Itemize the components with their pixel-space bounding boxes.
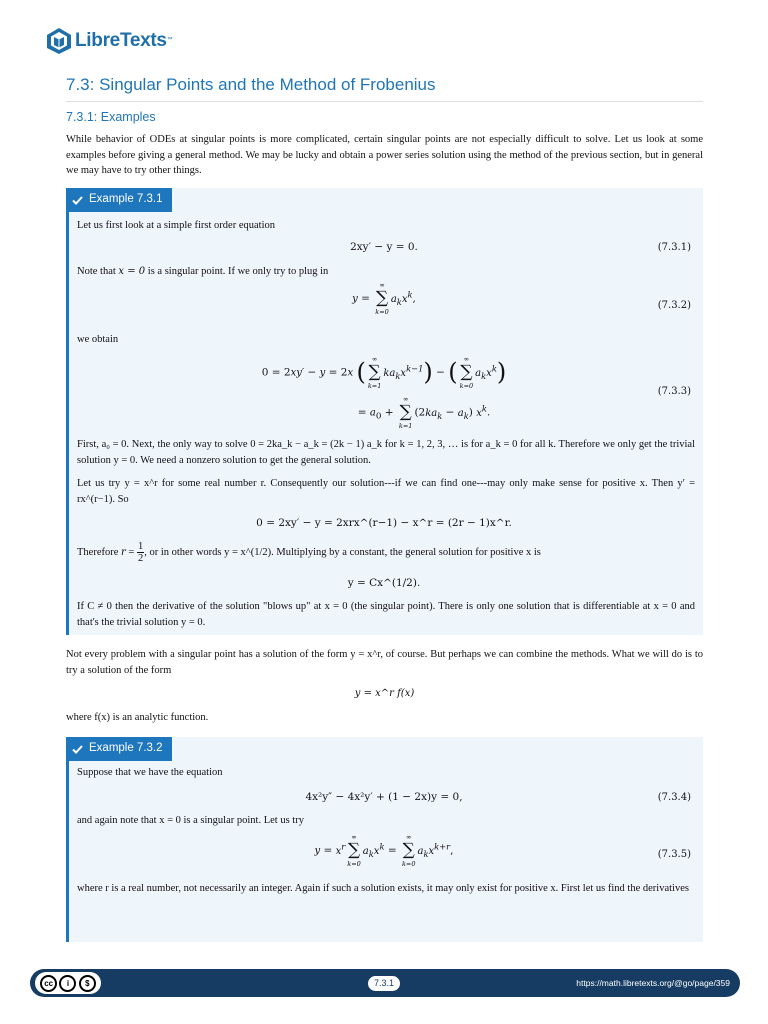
libretexts-logo-icon (46, 27, 72, 55)
example-box-2 (66, 737, 703, 942)
example-1-text-1: Let us first look at a simple first order equation (77, 220, 275, 231)
bridge-paragraph: Not every problem with a singular point has a solution of the form y = x^r, of course. But perhaps we can combine the methods. What we will do is to try a solution of the form (66, 649, 703, 676)
equation-number: (7.3.1) (657, 242, 691, 253)
equation-7-3-3-line-2: = $a_0$ + ∞ ∑ $k=1(2ka_k - a_k)$ $x^k$. (357, 395, 491, 430)
equation-number: (7.3.5) (657, 849, 691, 860)
example-2-tab (66, 737, 172, 761)
equation-general-solution: y = Cx^(1/2). (347, 577, 421, 589)
example-1-label: Example 7.3.1 (89, 193, 163, 206)
intro-paragraph: While behavior of ODEs at singular points is more complicated, certain singular points are not especially difficult to solve. Let us look at some examples before giving a general method. We may be lucky and obtain a power series solution using the method of the previous section, but in general we may have to try other things. (66, 134, 703, 176)
equation-7-3-1: 2xy′ − y = 0. (350, 241, 418, 253)
by-icon: i (59, 975, 76, 992)
example-1-tab (66, 188, 172, 212)
example-1-text-2: Note that x = 0 is a singular point. If we only try to plug in (77, 266, 329, 277)
equation-power-solution: 0 = 2xy′ − y = 2xrx^(r−1) − x^r = (2r − 1)x^r. (256, 517, 512, 529)
equation-number: (7.3.2) (657, 300, 691, 311)
section-heading: 7.3.1: Examples (66, 110, 156, 124)
equation-number: (7.3.3) (657, 386, 691, 397)
equation-number: (7.3.4) (657, 792, 691, 803)
check-icon (72, 196, 83, 205)
example-box-1 (66, 188, 703, 635)
equation-7-3-5: $y = x^r\infty$ ∑ $k=0a_kx^k$ = ∞ ∑ $k=0a_kx^{k+r}$, (314, 833, 454, 868)
example-1-text-7: If C ≠ 0 then the derivative of the solution "blows up" at x = 0 (the singular point). There is only one solution that is differentiable at x = 0 and that's the trivial solution y = 0. (77, 601, 695, 628)
example-1-text-4: First, a₀ = 0. Next, the only way to solve 0 = 2ka_k − a_k = (2k − 1) a_k for k = 1, 2, 3, … is for a_k = 0 for all k. Therefore we only get the trivial solution y = 0. We need a nonzero solution to get the general solution. (77, 439, 695, 466)
nc-icon: $ (79, 975, 96, 992)
title-divider (66, 101, 703, 102)
example-1-text-5: Let us try y = x^r for some real number r. Consequently our solution---if we can find one---may only make sense for positive x. Then y′ = rx^(r−1). So (77, 478, 695, 505)
example-2-text-2: and again note that x = 0 is a singular point. Let us try (77, 815, 304, 826)
page-number-badge: 7.3.1 (368, 976, 400, 991)
check-icon (72, 745, 83, 754)
page-url-link[interactable]: https://math.libretexts.org/@go/page/359 (576, 978, 730, 988)
page-title: 7.3: Singular Points and the Method of Frobenius (66, 75, 436, 94)
equation-ansatz: y = x^r f(x) (354, 688, 415, 699)
example-1-text-6: Therefore r = $\frac{1}{2}$ , or in other words y = x^(1/2). Multiplying by a constant, the general solution for positive x is (77, 541, 541, 564)
page-footer (30, 969, 740, 997)
equation-7-3-2: y = ∞ ∑ $k=0a_kx^k$, (352, 281, 416, 316)
equation-7-3-3-line-1: 0 = 2xy′ − y = 2x ( ∞ ∑ $k=1ka_kx^{k-1}$) − ( ∞ ∑ $k=0a_kx^k$) (261, 355, 507, 390)
equation-7-3-4: 4x²y″ − 4x²y′ + (1 − 2x)y = 0, (305, 791, 463, 803)
cc-license-badge[interactable] (35, 972, 101, 994)
example-2-text-1: Suppose that we have the equation (77, 767, 223, 778)
brand-name: LibreTexts™ (75, 30, 173, 52)
example-1-text-3: we obtain (77, 334, 119, 345)
example-2-label: Example 7.3.2 (89, 742, 163, 755)
cc-icon: cc (40, 975, 57, 992)
bridge-paragraph-2: where f(x) is an analytic function. (66, 712, 209, 723)
libretexts-logo[interactable] (46, 27, 172, 55)
example-2-text-3: where r is a real number, not necessarily an integer. Again if such a solution exists, it may only exist for positive x. First let us find the derivatives (77, 883, 689, 894)
